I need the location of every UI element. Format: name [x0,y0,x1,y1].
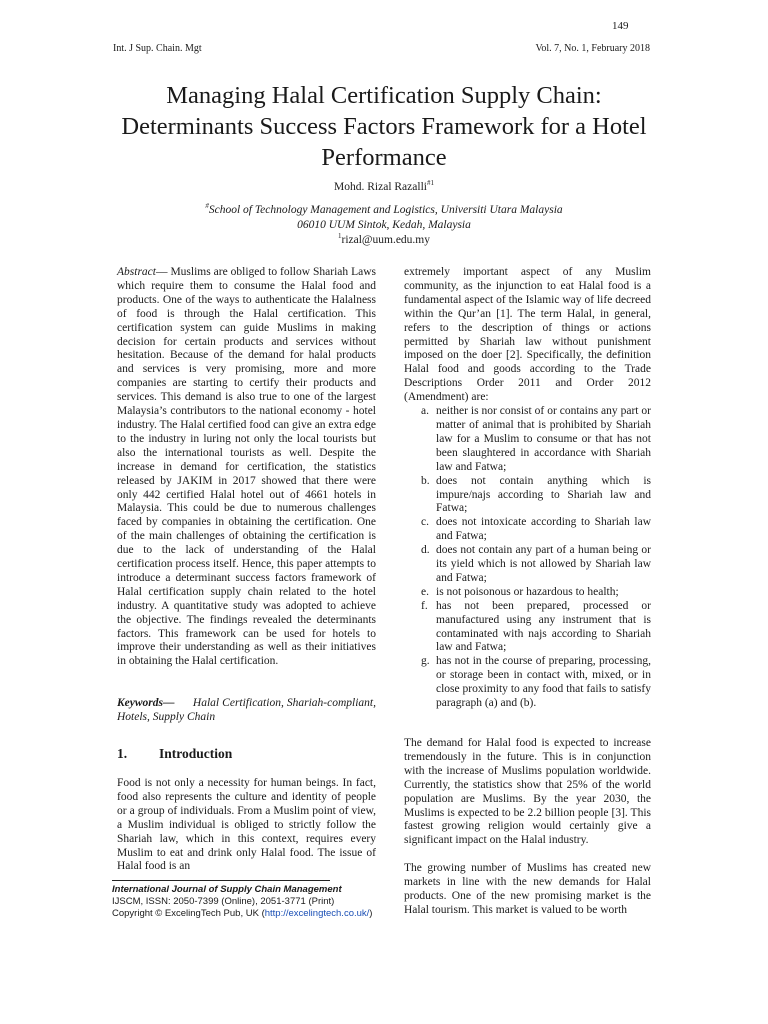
list-item-text: has not in the course of preparing, processing, or storage been in contact with, mixed, or in close proximity to any food that fails to satisfy paragraph (a) and (b). [436,655,651,710]
left-column [117,266,376,874]
section-heading [117,747,376,761]
abstract-dash: — [155,266,171,278]
abstract-text: Muslims are obliged to follow Shariah Laws which require them to consume the Halal food and products. One of the ways to authenticate the Halalness of food is through the Halal certification. This certification system can guide Muslims in making decision for certain products and services without hesitation. Because of the demand for halal products and services is very promising, more and more companies are starting to certify their products and services. This demand is also true to one of the largest Malaysia’s contributors to the national economy - hotel industry. The Halal certified food can give an extra edge to the industry in luring not only the local tourists but also the international tourists as well. Despite the increase in demand for certification, the statistics released by JAKIM in 2017 showed that there were only 442 certified Halal hotel out of 4661 hotels in Malaysia. This could be due to numerous challenges faced by companies in obtaining the certification. One of the main challenges of obtaining the certification is due to the lack of understanding of the Halal certification process itself. Hence, this paper attempts to introduce a determinant success factors framework of Halal certification supply chain related to the hotel industry. A quantitative study was adopted to achieve the objective. The findings revealed the determinants factors. This framework can be used for hotels to improve their understanding as well as their initiatives in obtaining the Halal certification. [117,266,377,668]
author [0,179,768,193]
list-marker: b. [421,474,430,487]
markets-paragraph: The growing number of Muslims has created new markets in line with the new demands for Halal products. One of the new promising market is the Halal tourism. This market is valued to be worth [404,862,651,916]
list-marker: d. [421,544,430,557]
list-marker: e. [421,585,429,598]
list-item [404,655,651,711]
list-item-text: does not intoxicate according to Shariah law and Fatwa; [436,516,651,543]
email-address: rizal@uum.edu.my [341,233,430,246]
list-marker: c. [421,516,429,529]
abstract-label: Abstract [117,266,156,278]
publisher-link[interactable]: http://excelingtech.co.uk/ [264,908,370,919]
journal-short-title: Int. J Sup. Chain. Mgt [113,43,202,54]
list-item [404,405,651,475]
keywords [117,697,376,725]
intro-continued: extremely important aspect of any Muslim community, as the injunction to eat Halal food is a fundamental aspect of the Islamic way of life decreed within the Qur’an [1]. The term Halal, in general, refers to the description of things or actions permitted by Shariah law without punishment imposed on the doer [2]. Specifically, the definition Halal food and goods according to the Trade Descriptions Order 2011 and Order 2012 (Amendment) are: [404,266,651,404]
footer [112,880,372,920]
list-marker: f. [421,599,428,612]
list-marker: g. [421,655,430,668]
copyright-close: ) [369,908,373,919]
section-number: 1. [117,746,128,762]
section-title: Introduction [159,746,233,762]
copyright-text: Copyright © ExcelingTech Pub, UK ( [112,908,265,919]
footer-journal: International Journal of Supply Chain Management [112,884,342,895]
list-item-text: does not contain any part of a human being or its yield which is not allowed by Shariah law and Fatwa; [436,544,651,584]
keywords-text: Halal Certification, Shariah-compliant, Hotels, Supply Chain [117,697,377,724]
footer-copyright [112,908,372,920]
halal-definition-list [404,405,651,711]
right-column [404,266,651,918]
list-item-text: is not poisonous or hazardous to health; [436,585,619,598]
demand-paragraph: The demand for Halal food is expected to increase tremendously in the future. This is in conjunction with the increase of Muslims population worldwide. Currently, the statistics show that 25% of the world population are Muslims. By the year 2030, the Muslims is expected to be 2.2 billion people [3]. This fastest growing religion would certainly give a significant impact on the Halal industry. [404,737,651,847]
page-number: 149 [612,20,629,32]
footer-rule [112,880,330,881]
list-item [404,475,651,517]
affiliation-sup: # [205,202,209,210]
volume-info: Vol. 7, No. 1, February 2018 [535,43,650,54]
author-name: Mohd. Rizal Razalli [334,180,427,193]
keywords-label: Keywords— [117,697,175,710]
email-sup: 1 [337,232,342,240]
author-email [0,232,768,246]
list-marker: a. [421,405,429,418]
author-sup: #1 [426,179,434,187]
intro-paragraph: Food is not only a necessity for human beings. In fact, food also represents the culture and identity of people or a group of individuals. From a Muslim point of view, a Muslim individual is obliged to strictly follow the Shariah law, which in this context, requires every Muslim to eat and drink only Halal food. The issue of Halal food is an [117,777,376,873]
list-item [404,586,651,600]
paper-title: Managing Halal Certification Supply Chain: Determinants Success Factors Framework for a Hotel Performance [121,82,647,171]
list-item-text: does not contain anything which is impure/najs according to Shariah law and Fatwa; [436,474,651,515]
affiliation-line1: School of Technology Management and Logistics, Universiti Utara Malaysia [208,203,563,216]
list-item [404,516,651,544]
list-item [404,600,651,656]
list-item [404,544,651,586]
list-item-text: neither is nor consist of or contains any part or matter of animal that is prohibited by Shariah law for a Muslim to consume or that has not been slaughtered in accordance with Shariah law and Fatwa; [436,405,651,473]
affiliation [0,199,768,233]
affiliation-line2: 06010 UUM Sintok, Kedah, Malaysia [297,218,471,231]
list-item-text: has not been prepared, processed or manufactured using any instrument that is contaminated with najs according to Shariah law and Fatwa; [436,599,651,654]
abstract [117,266,376,669]
footer-issn: IJSCM, ISSN: 2050-7399 (Online), 2051-3771 (Print) [112,896,335,907]
